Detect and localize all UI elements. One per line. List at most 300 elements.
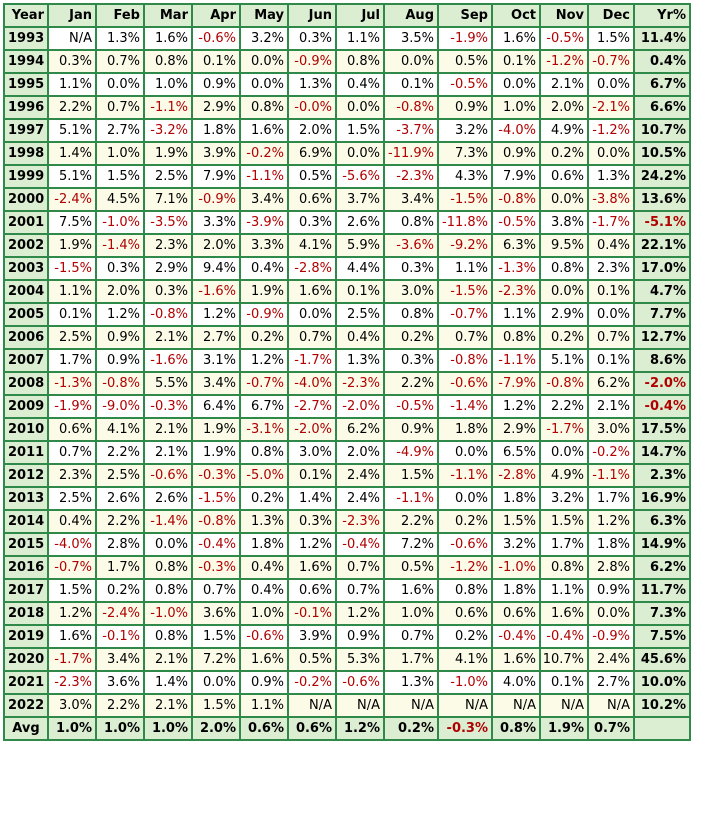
monthly-return-cell: 2.7% [192, 326, 240, 349]
monthly-return-cell: 2.6% [96, 487, 144, 510]
monthly-return-cell: 2.9% [492, 418, 540, 441]
monthly-return-cell: 1.1% [492, 303, 540, 326]
monthly-return-cell: -3.8% [588, 188, 634, 211]
yearly-return-cell: 7.3% [634, 602, 690, 625]
monthly-return-cell: 1.6% [144, 27, 192, 50]
year-cell: 2007 [4, 349, 48, 372]
monthly-return-cell: 0.5% [438, 50, 492, 73]
table-row [4, 579, 690, 602]
monthly-return-cell: -1.7% [588, 211, 634, 234]
yearly-return-cell: 7.5% [634, 625, 690, 648]
monthly-return-cell: -1.2% [438, 556, 492, 579]
monthly-return-cell: -0.5% [540, 27, 588, 50]
monthly-return-cell: 2.1% [540, 73, 588, 96]
monthly-return-cell: 0.2% [240, 326, 288, 349]
monthly-return-cell: 0.6% [288, 579, 336, 602]
monthly-return-cell: 0.9% [96, 326, 144, 349]
monthly-return-cell: 3.3% [192, 211, 240, 234]
table-row [4, 188, 690, 211]
monthly-return-cell: 0.9% [438, 96, 492, 119]
monthly-return-cell: 0.6% [48, 418, 96, 441]
yearly-return-cell: 12.7% [634, 326, 690, 349]
monthly-return-cell: 0.9% [588, 579, 634, 602]
monthly-return-cell: -2.3% [492, 280, 540, 303]
monthly-return-cell: 0.7% [96, 96, 144, 119]
monthly-return-cell: 0.9% [336, 625, 384, 648]
table-row [4, 349, 690, 372]
monthly-return-cell: -3.7% [384, 119, 438, 142]
column-header-oct: Oct [492, 4, 540, 27]
monthly-return-cell: 3.4% [96, 648, 144, 671]
monthly-return-cell: 0.7% [288, 326, 336, 349]
monthly-return-cell: -1.6% [192, 280, 240, 303]
monthly-return-cell: 0.0% [540, 441, 588, 464]
monthly-return-cell: 6.4% [192, 395, 240, 418]
monthly-return-cell: 2.8% [588, 556, 634, 579]
year-cell: 2011 [4, 441, 48, 464]
monthly-return-cell: 7.5% [48, 211, 96, 234]
average-value-cell: 1.0% [144, 717, 192, 740]
year-cell: 2006 [4, 326, 48, 349]
monthly-return-cell: 0.6% [492, 602, 540, 625]
monthly-return-cell: 0.0% [336, 96, 384, 119]
monthly-return-cell: 5.3% [336, 648, 384, 671]
monthly-return-cell: 0.0% [384, 50, 438, 73]
monthly-return-cell: 1.8% [438, 418, 492, 441]
monthly-return-cell: 0.7% [384, 625, 438, 648]
monthly-return-cell: -1.1% [438, 464, 492, 487]
monthly-return-cell: 3.7% [336, 188, 384, 211]
year-cell: 2009 [4, 395, 48, 418]
monthly-return-cell: N/A [540, 694, 588, 717]
monthly-return-cell: -9.0% [96, 395, 144, 418]
monthly-return-cell: 1.7% [48, 349, 96, 372]
monthly-return-cell: 2.5% [144, 165, 192, 188]
monthly-return-cell: -4.0% [492, 119, 540, 142]
monthly-return-cell: 1.5% [492, 510, 540, 533]
monthly-return-cell: 3.3% [240, 234, 288, 257]
monthly-return-cell: 0.7% [48, 441, 96, 464]
monthly-return-cell: 0.2% [438, 625, 492, 648]
monthly-return-cell: -2.4% [48, 188, 96, 211]
table-row [4, 372, 690, 395]
monthly-return-cell: 3.6% [192, 602, 240, 625]
monthly-return-cell: 0.8% [540, 556, 588, 579]
monthly-return-cell: 0.1% [48, 303, 96, 326]
column-header-may: May [240, 4, 288, 27]
average-value-cell: 1.2% [336, 717, 384, 740]
monthly-return-cell: 0.4% [240, 556, 288, 579]
monthly-return-cell: 3.9% [192, 142, 240, 165]
monthly-return-cell: 0.4% [240, 579, 288, 602]
monthly-return-cell: -0.8% [492, 188, 540, 211]
monthly-return-cell: 0.5% [288, 165, 336, 188]
monthly-return-cell: -2.0% [288, 418, 336, 441]
monthly-return-cell: 0.0% [588, 602, 634, 625]
monthly-return-cell: 2.2% [96, 441, 144, 464]
column-header-yr-pct: Yr% [634, 4, 690, 27]
monthly-return-cell: 1.9% [192, 441, 240, 464]
monthly-return-cell: -4.9% [384, 441, 438, 464]
monthly-return-cell: -0.3% [192, 464, 240, 487]
average-value-cell: 1.0% [96, 717, 144, 740]
monthly-return-cell: 1.3% [588, 165, 634, 188]
monthly-return-cell: -3.1% [240, 418, 288, 441]
monthly-returns-table [3, 3, 691, 741]
monthly-return-cell: -2.7% [288, 395, 336, 418]
monthly-return-cell: 2.9% [540, 303, 588, 326]
monthly-return-cell: 1.4% [48, 142, 96, 165]
monthly-return-cell: -4.0% [288, 372, 336, 395]
average-value-cell [634, 717, 690, 740]
table-row [4, 487, 690, 510]
monthly-return-cell: 1.0% [240, 602, 288, 625]
column-header-mar: Mar [144, 4, 192, 27]
monthly-return-cell: 3.2% [240, 27, 288, 50]
monthly-return-cell: -11.8% [438, 211, 492, 234]
monthly-return-cell: 0.0% [588, 142, 634, 165]
monthly-return-cell: 0.0% [492, 73, 540, 96]
yearly-return-cell: 14.9% [634, 533, 690, 556]
monthly-return-cell: 1.8% [240, 533, 288, 556]
monthly-return-cell: 0.2% [240, 487, 288, 510]
monthly-return-cell: 1.7% [588, 487, 634, 510]
monthly-return-cell: -1.6% [144, 349, 192, 372]
monthly-return-cell: N/A [384, 694, 438, 717]
monthly-return-cell: 1.6% [240, 648, 288, 671]
monthly-return-cell: 1.1% [48, 280, 96, 303]
year-cell: 2012 [4, 464, 48, 487]
monthly-return-cell: 1.2% [336, 602, 384, 625]
average-value-cell: 0.7% [588, 717, 634, 740]
monthly-return-cell: -0.6% [336, 671, 384, 694]
monthly-return-cell: -9.2% [438, 234, 492, 257]
monthly-return-cell: 5.5% [144, 372, 192, 395]
table-row [4, 280, 690, 303]
monthly-return-cell: -0.2% [588, 441, 634, 464]
monthly-return-cell: 0.7% [438, 326, 492, 349]
year-cell: 2017 [4, 579, 48, 602]
monthly-return-cell: 7.2% [384, 533, 438, 556]
monthly-return-cell: 6.2% [336, 418, 384, 441]
monthly-return-cell: 1.5% [540, 510, 588, 533]
monthly-return-cell: -0.1% [96, 625, 144, 648]
monthly-return-cell: -1.4% [438, 395, 492, 418]
monthly-return-cell: 2.1% [144, 441, 192, 464]
monthly-return-cell: 0.8% [336, 50, 384, 73]
monthly-return-cell: -0.4% [492, 625, 540, 648]
monthly-return-cell: 0.8% [492, 326, 540, 349]
monthly-return-cell: 0.2% [540, 326, 588, 349]
monthly-return-cell: 1.4% [144, 671, 192, 694]
monthly-return-cell: -1.0% [492, 556, 540, 579]
table-row [4, 119, 690, 142]
monthly-return-cell: 0.8% [144, 556, 192, 579]
monthly-return-cell: 0.4% [588, 234, 634, 257]
header-row [4, 4, 690, 27]
monthly-return-cell: 1.7% [96, 556, 144, 579]
monthly-return-cell: 4.9% [540, 119, 588, 142]
yearly-return-cell: 10.7% [634, 119, 690, 142]
yearly-return-cell: 17.0% [634, 257, 690, 280]
monthly-return-cell: -0.4% [336, 533, 384, 556]
monthly-return-cell: 0.2% [438, 510, 492, 533]
year-cell: 2002 [4, 234, 48, 257]
monthly-return-cell: 2.1% [144, 648, 192, 671]
monthly-return-cell: -0.2% [240, 142, 288, 165]
monthly-return-cell: 1.4% [288, 487, 336, 510]
monthly-return-cell: -0.0% [288, 96, 336, 119]
yearly-return-cell: 13.6% [634, 188, 690, 211]
monthly-return-cell: 2.0% [288, 119, 336, 142]
column-header-aug: Aug [384, 4, 438, 27]
monthly-return-cell: 1.2% [192, 303, 240, 326]
monthly-return-cell: 7.9% [192, 165, 240, 188]
year-cell: 1996 [4, 96, 48, 119]
monthly-return-cell: N/A [288, 694, 336, 717]
monthly-return-cell: 7.2% [192, 648, 240, 671]
table-row [4, 441, 690, 464]
monthly-return-cell: -1.0% [96, 211, 144, 234]
monthly-return-cell: 2.2% [96, 510, 144, 533]
monthly-return-cell: 6.5% [492, 441, 540, 464]
yearly-return-cell: 14.7% [634, 441, 690, 464]
monthly-return-cell: 4.5% [96, 188, 144, 211]
column-header-apr: Apr [192, 4, 240, 27]
monthly-return-cell: 0.1% [336, 280, 384, 303]
monthly-return-cell: 4.0% [492, 671, 540, 694]
monthly-return-cell: -1.4% [144, 510, 192, 533]
year-cell: 2022 [4, 694, 48, 717]
table-row [4, 395, 690, 418]
monthly-return-cell: 2.0% [96, 280, 144, 303]
monthly-return-cell: -0.5% [438, 73, 492, 96]
yearly-return-cell: 6.2% [634, 556, 690, 579]
average-value-cell: -0.3% [438, 717, 492, 740]
monthly-return-cell: 0.3% [384, 349, 438, 372]
monthly-return-cell: 0.1% [588, 349, 634, 372]
monthly-return-cell: 2.0% [192, 234, 240, 257]
monthly-return-cell: -0.4% [192, 533, 240, 556]
monthly-return-cell: -1.9% [48, 395, 96, 418]
average-value-cell: 0.6% [240, 717, 288, 740]
monthly-return-cell: 2.1% [588, 395, 634, 418]
table-body [4, 27, 690, 740]
monthly-return-cell: 1.6% [288, 280, 336, 303]
monthly-return-cell: -0.7% [588, 50, 634, 73]
year-cell: 1993 [4, 27, 48, 50]
table-row [4, 533, 690, 556]
year-cell: 2015 [4, 533, 48, 556]
yearly-return-cell: 6.3% [634, 510, 690, 533]
monthly-return-cell: -1.7% [540, 418, 588, 441]
monthly-return-cell: 2.5% [96, 464, 144, 487]
monthly-return-cell: 3.0% [588, 418, 634, 441]
monthly-return-cell: 0.7% [336, 556, 384, 579]
column-header-feb: Feb [96, 4, 144, 27]
monthly-return-cell: -0.8% [540, 372, 588, 395]
monthly-return-cell: 3.9% [288, 625, 336, 648]
monthly-return-cell: 1.8% [492, 579, 540, 602]
monthly-return-cell: 1.6% [288, 556, 336, 579]
monthly-return-cell: -2.3% [384, 165, 438, 188]
yearly-return-cell: 10.5% [634, 142, 690, 165]
monthly-return-cell: -0.3% [144, 395, 192, 418]
monthly-return-cell: -1.2% [540, 50, 588, 73]
monthly-return-cell: -0.8% [438, 349, 492, 372]
yearly-return-cell: 45.6% [634, 648, 690, 671]
monthly-return-cell: 1.3% [336, 349, 384, 372]
monthly-return-cell: -0.7% [48, 556, 96, 579]
average-value-cell: 0.8% [492, 717, 540, 740]
year-cell: 1999 [4, 165, 48, 188]
monthly-return-cell: 0.6% [540, 165, 588, 188]
monthly-return-cell: -1.5% [192, 487, 240, 510]
year-cell: 1998 [4, 142, 48, 165]
monthly-return-cell: 1.9% [192, 418, 240, 441]
monthly-return-cell: -7.9% [492, 372, 540, 395]
yearly-return-cell: 6.6% [634, 96, 690, 119]
monthly-return-cell: 0.6% [438, 602, 492, 625]
yearly-return-cell: -5.1% [634, 211, 690, 234]
monthly-return-cell: 7.9% [492, 165, 540, 188]
average-value-cell: 0.2% [384, 717, 438, 740]
monthly-return-cell: 2.4% [336, 464, 384, 487]
monthly-return-cell: 0.0% [288, 303, 336, 326]
monthly-return-cell: 0.3% [144, 280, 192, 303]
monthly-return-cell: 0.8% [240, 96, 288, 119]
monthly-return-cell: 2.9% [192, 96, 240, 119]
monthly-return-cell: 0.2% [96, 579, 144, 602]
monthly-return-cell: -0.5% [492, 211, 540, 234]
monthly-return-cell: -1.5% [438, 188, 492, 211]
monthly-return-cell: 3.2% [492, 533, 540, 556]
column-header-jul: Jul [336, 4, 384, 27]
yearly-return-cell: 4.7% [634, 280, 690, 303]
monthly-return-cell: 1.6% [492, 648, 540, 671]
monthly-return-cell: -3.2% [144, 119, 192, 142]
monthly-return-cell: 1.9% [144, 142, 192, 165]
year-cell: 2005 [4, 303, 48, 326]
monthly-return-cell: 0.9% [492, 142, 540, 165]
table-row [4, 510, 690, 533]
monthly-return-cell: 2.1% [144, 326, 192, 349]
monthly-return-cell: 2.3% [48, 464, 96, 487]
monthly-return-cell: 1.0% [492, 96, 540, 119]
yearly-return-cell: -0.4% [634, 395, 690, 418]
monthly-return-cell: -1.1% [240, 165, 288, 188]
monthly-return-cell: 2.1% [144, 694, 192, 717]
monthly-return-cell: -0.6% [192, 27, 240, 50]
monthly-return-cell: 2.3% [588, 257, 634, 280]
monthly-return-cell: 0.5% [384, 556, 438, 579]
monthly-return-cell: 0.4% [336, 73, 384, 96]
monthly-return-cell: 1.1% [438, 257, 492, 280]
table-row [4, 326, 690, 349]
year-cell: 2019 [4, 625, 48, 648]
monthly-return-cell: N/A [438, 694, 492, 717]
monthly-return-cell: 4.3% [438, 165, 492, 188]
monthly-return-cell: 3.4% [192, 372, 240, 395]
monthly-return-cell: -0.5% [384, 395, 438, 418]
monthly-return-cell: 2.8% [96, 533, 144, 556]
column-header-nov: Nov [540, 4, 588, 27]
monthly-return-cell: -1.1% [588, 464, 634, 487]
monthly-return-cell: 2.2% [48, 96, 96, 119]
monthly-return-cell: 1.0% [144, 73, 192, 96]
monthly-return-cell: 0.8% [540, 257, 588, 280]
monthly-return-cell: -1.0% [438, 671, 492, 694]
yearly-return-cell: 11.4% [634, 27, 690, 50]
yearly-return-cell: 10.0% [634, 671, 690, 694]
table-row [4, 257, 690, 280]
monthly-return-cell: -0.1% [288, 602, 336, 625]
monthly-return-cell: 0.3% [288, 27, 336, 50]
table-row [4, 165, 690, 188]
monthly-return-cell: -0.6% [144, 464, 192, 487]
monthly-return-cell: 1.1% [540, 579, 588, 602]
monthly-return-cell: -1.5% [48, 257, 96, 280]
yearly-return-cell: 6.7% [634, 73, 690, 96]
monthly-return-cell: 3.5% [384, 27, 438, 50]
monthly-return-cell: -1.9% [438, 27, 492, 50]
monthly-return-cell: 0.1% [492, 50, 540, 73]
monthly-return-cell: 0.9% [240, 671, 288, 694]
year-cell: 2018 [4, 602, 48, 625]
table-row [4, 50, 690, 73]
monthly-return-cell: 0.0% [588, 303, 634, 326]
yearly-return-cell: 2.3% [634, 464, 690, 487]
monthly-return-cell: 1.7% [540, 533, 588, 556]
column-header-sep: Sep [438, 4, 492, 27]
monthly-return-cell: -2.3% [336, 510, 384, 533]
table-row [4, 625, 690, 648]
monthly-return-cell: 2.2% [96, 694, 144, 717]
monthly-return-cell: 2.7% [96, 119, 144, 142]
monthly-return-cell: -1.2% [588, 119, 634, 142]
monthly-return-cell: 1.6% [540, 602, 588, 625]
monthly-return-cell: N/A [492, 694, 540, 717]
year-cell: 1995 [4, 73, 48, 96]
monthly-return-cell: 1.5% [192, 625, 240, 648]
monthly-return-cell: 0.1% [588, 280, 634, 303]
monthly-return-cell: 7.1% [144, 188, 192, 211]
monthly-return-cell: 6.9% [288, 142, 336, 165]
monthly-return-cell: 2.9% [144, 257, 192, 280]
monthly-return-cell: 2.0% [336, 441, 384, 464]
table-row [4, 671, 690, 694]
monthly-return-cell: 1.3% [240, 510, 288, 533]
monthly-return-cell: -1.1% [384, 487, 438, 510]
year-cell: 1994 [4, 50, 48, 73]
column-header-jun: Jun [288, 4, 336, 27]
monthly-return-cell: 1.0% [96, 142, 144, 165]
monthly-return-cell: 5.9% [336, 234, 384, 257]
monthly-return-cell: 0.0% [192, 671, 240, 694]
monthly-return-cell: 0.5% [288, 648, 336, 671]
year-cell: 2020 [4, 648, 48, 671]
monthly-return-cell: 4.9% [540, 464, 588, 487]
monthly-return-cell: 0.7% [588, 326, 634, 349]
monthly-return-cell: 1.5% [336, 119, 384, 142]
monthly-return-cell: 0.8% [144, 579, 192, 602]
monthly-return-cell: -4.0% [48, 533, 96, 556]
table-row [4, 27, 690, 50]
monthly-return-cell: 2.2% [384, 372, 438, 395]
monthly-return-cell: 1.8% [192, 119, 240, 142]
yearly-return-cell: 10.2% [634, 694, 690, 717]
monthly-return-cell: 1.9% [240, 280, 288, 303]
